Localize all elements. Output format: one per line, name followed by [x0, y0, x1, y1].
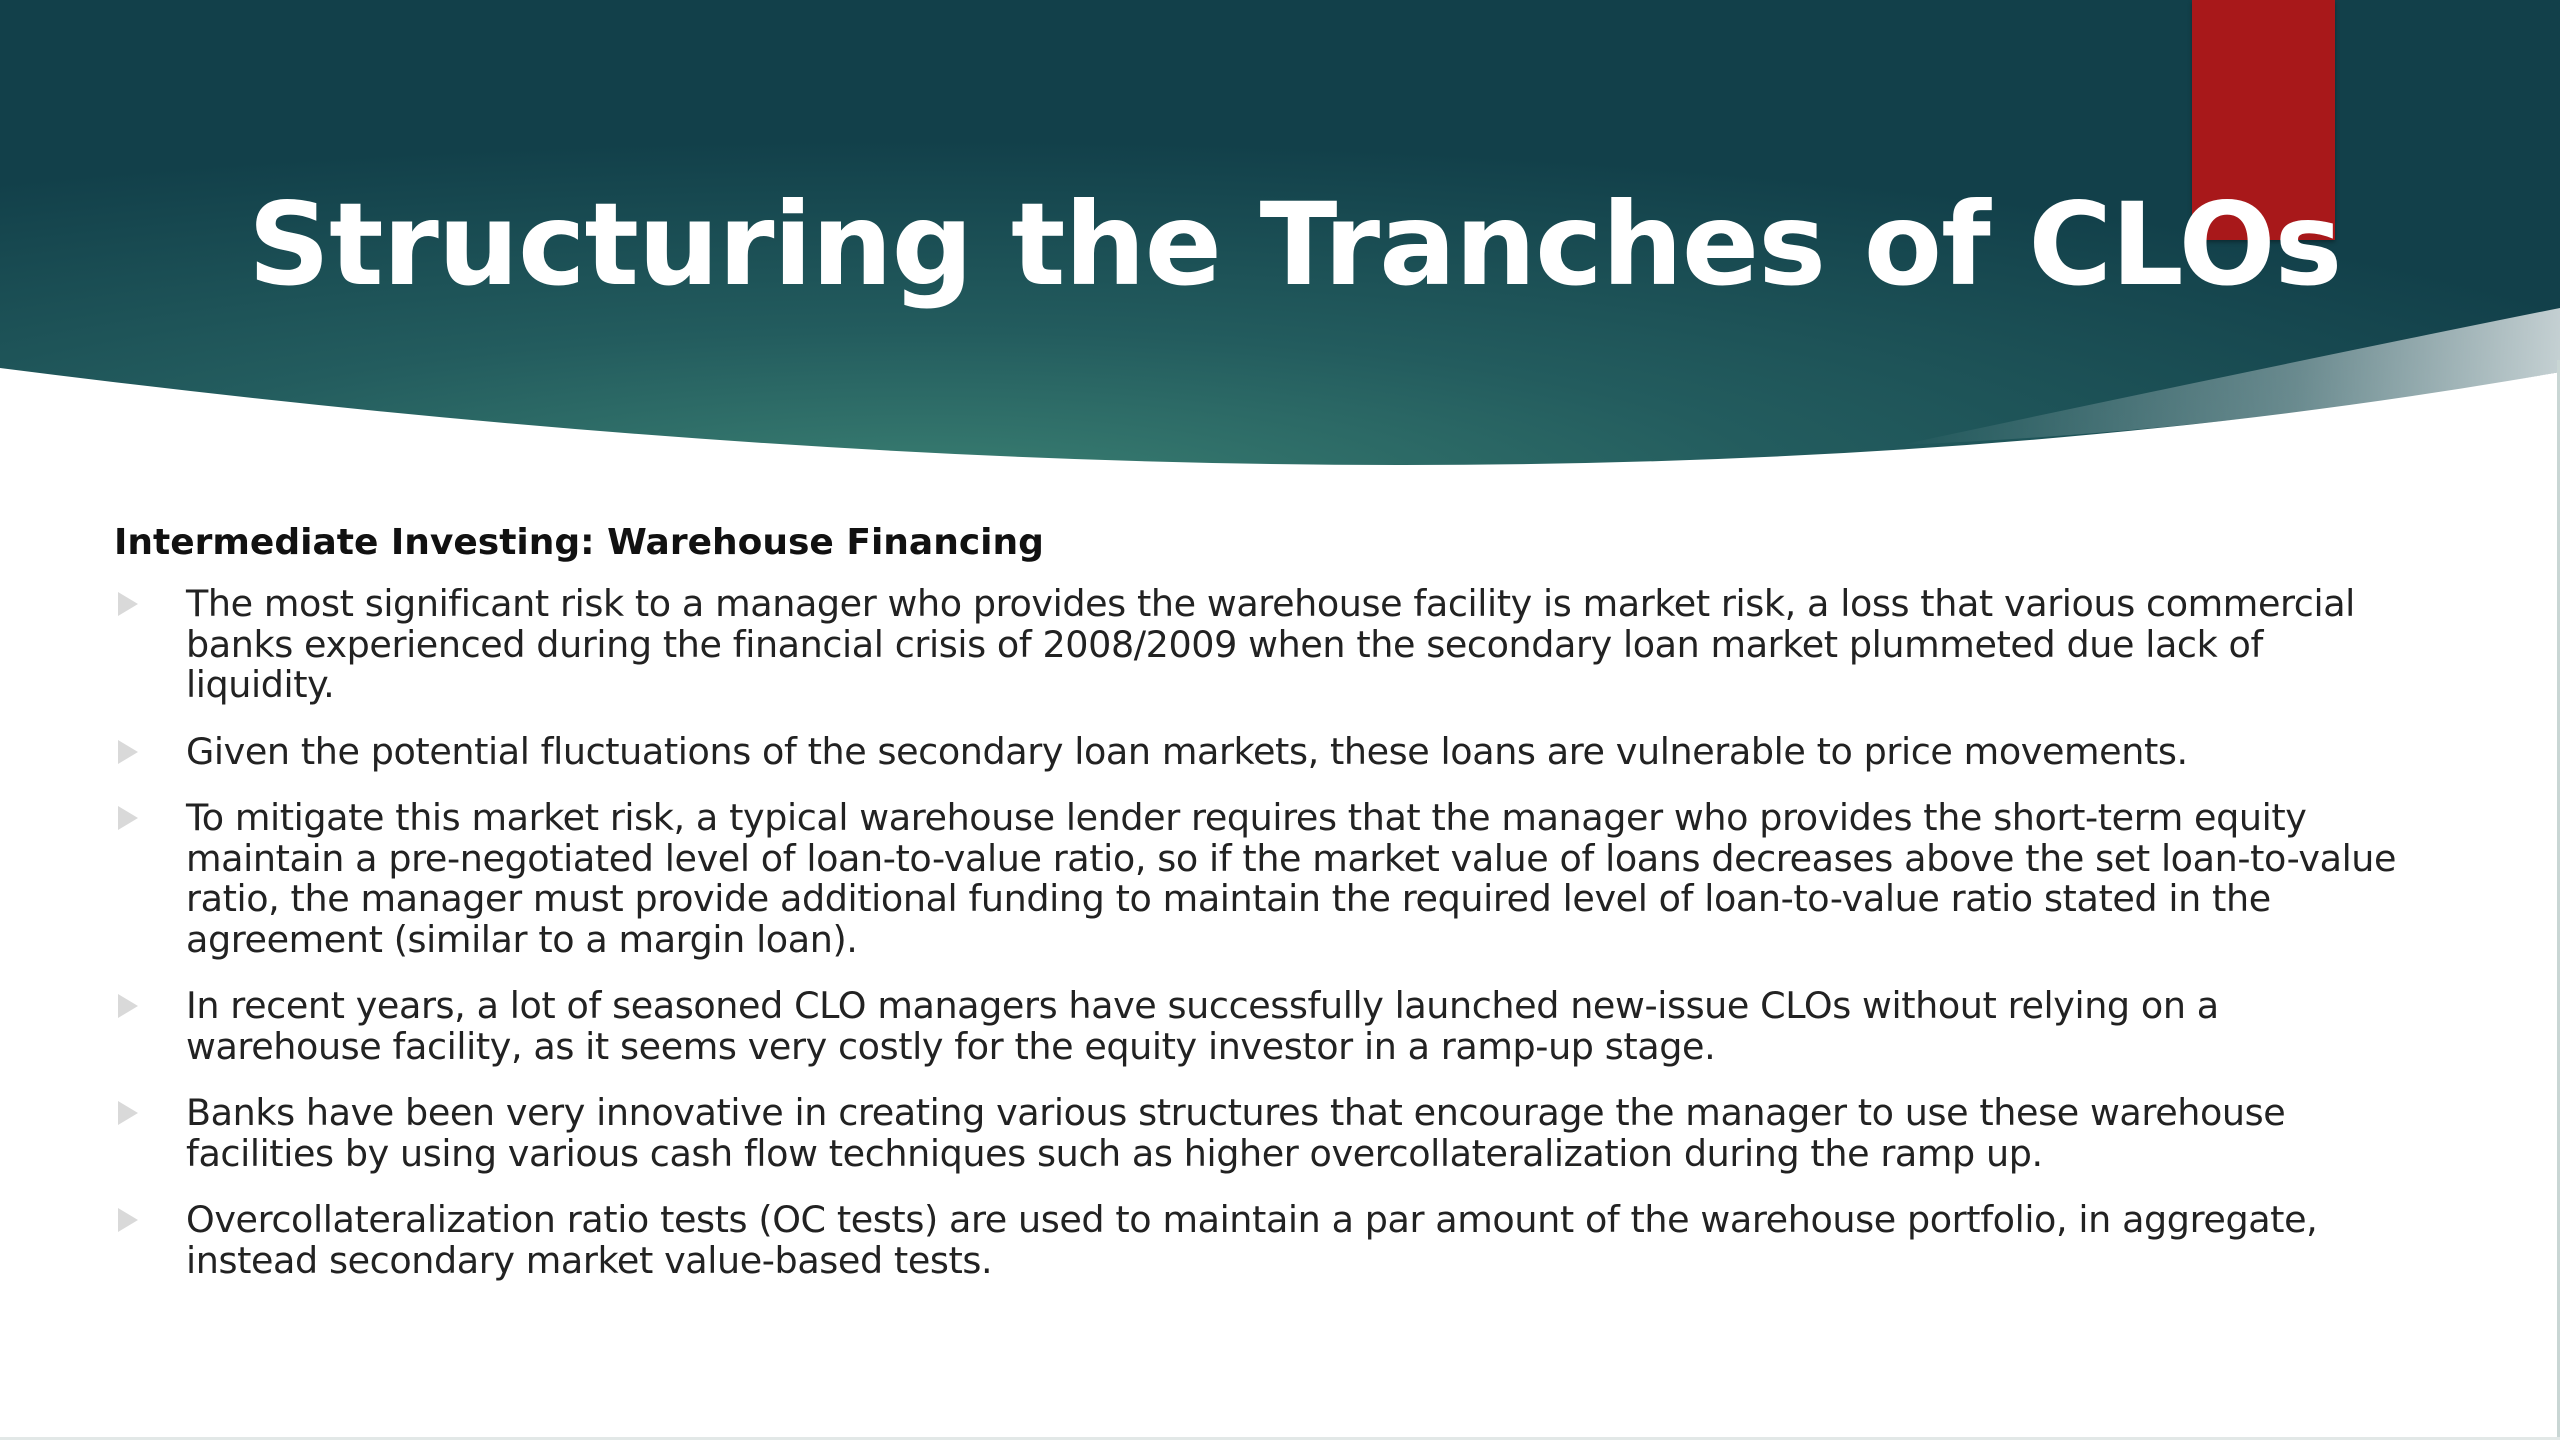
bullet-item [114, 584, 2414, 706]
triangle-bullet-icon [118, 1101, 138, 1125]
bullet-item [114, 986, 2414, 1067]
slide-title: Structuring the Tranches of CLOs [248, 178, 2342, 311]
bullet-text: The most significant risk to a manager who provides the warehouse facility is market risk, a loss that various commercial banks experienced during the financial crisis of 2008/2009 when the secondary loan market plummeted due lack of liquidity. [186, 582, 2355, 706]
bullet-text: To mitigate this market risk, a typical warehouse lender requires that the manager who provides the short-term equity maintain a pre-negotiated level of loan-to-value ratio, so if the market value of loans decreases above the set loan-to-value ratio, the manager must provide additional funding to maintain the required level of loan-to-value ratio stated in the agreement (similar to a margin loan). [186, 796, 2397, 961]
bullet-item [114, 729, 2414, 773]
bullet-list [114, 584, 2414, 1307]
triangle-bullet-icon [118, 740, 138, 764]
bullet-item [114, 1200, 2414, 1281]
bullet-text: Banks have been very innovative in creating various structures that encourage the manager to use these warehouse facilities by using various cash flow techniques such as higher overcollateralization during the ramp up. [186, 1091, 2286, 1175]
bullet-item [114, 798, 2414, 960]
triangle-bullet-icon [118, 994, 138, 1018]
bullet-text: Overcollateralization ratio tests (OC tests) are used to maintain a par amount of the warehouse portfolio, in aggregate, instead secondary market value-based tests. [186, 1198, 2318, 1282]
triangle-bullet-icon [118, 1208, 138, 1232]
bullet-text: Given the potential fluctuations of the secondary loan markets, these loans are vulnerable to price movements. [186, 729, 2188, 773]
slide-subtitle: Intermediate Investing: Warehouse Financing [114, 522, 1044, 563]
triangle-bullet-icon [118, 592, 138, 616]
triangle-bullet-icon [118, 806, 138, 830]
bullet-text: In recent years, a lot of seasoned CLO managers have successfully launched new-issue CLOs without relying on a warehouse facility, as it seems very costly for the equity investor in a ramp-up stage. [186, 984, 2219, 1068]
bullet-item [114, 1093, 2414, 1174]
